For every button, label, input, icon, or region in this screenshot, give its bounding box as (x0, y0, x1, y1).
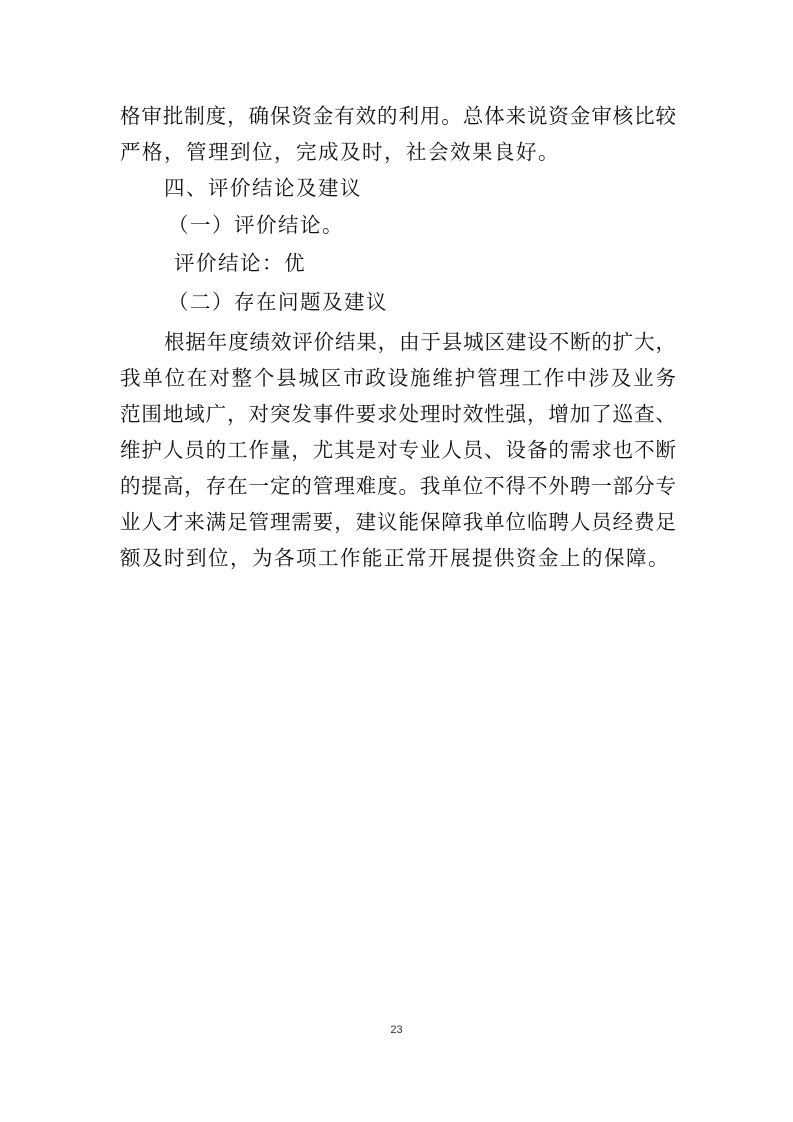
body-text-line: 额及时到位，为各项工作能正常开展提供资金上的保障。 (120, 546, 670, 570)
body-text-line: 范围地域广，对突发事件要求处理时效性强，增加了巡查、 (120, 402, 676, 426)
page-number: 23 (390, 1024, 403, 1036)
section-heading: 四、评价结论及建议 (164, 176, 362, 200)
evaluation-result: 评价结论：优 (174, 251, 306, 275)
body-text-line: 我单位在对整个县城区市政设施维护管理工作中涉及业务 (120, 366, 676, 390)
body-text-line: 维护人员的工作量，尤其是对专业人员、设备的需求也不断 (120, 438, 676, 462)
subsection-heading: （一）评价结论。 (168, 213, 344, 237)
body-text-line: 根据年度绩效评价结果，由于县城区建设不断的扩大， (164, 330, 676, 354)
subsection-heading: （二）存在问题及建议 (168, 290, 388, 314)
body-text-line: 的提高，存在一定的管理难度。我单位不得不外聘一部分专 (120, 474, 676, 498)
body-text-line: 严格，管理到位，完成及时，社会效果良好。 (120, 140, 560, 164)
body-text-line: 格审批制度，确保资金有效的利用。总体来说资金审核比较 (120, 104, 676, 128)
body-text-line: 业人才来满足管理需要，建议能保障我单位临聘人员经费足 (120, 510, 676, 534)
